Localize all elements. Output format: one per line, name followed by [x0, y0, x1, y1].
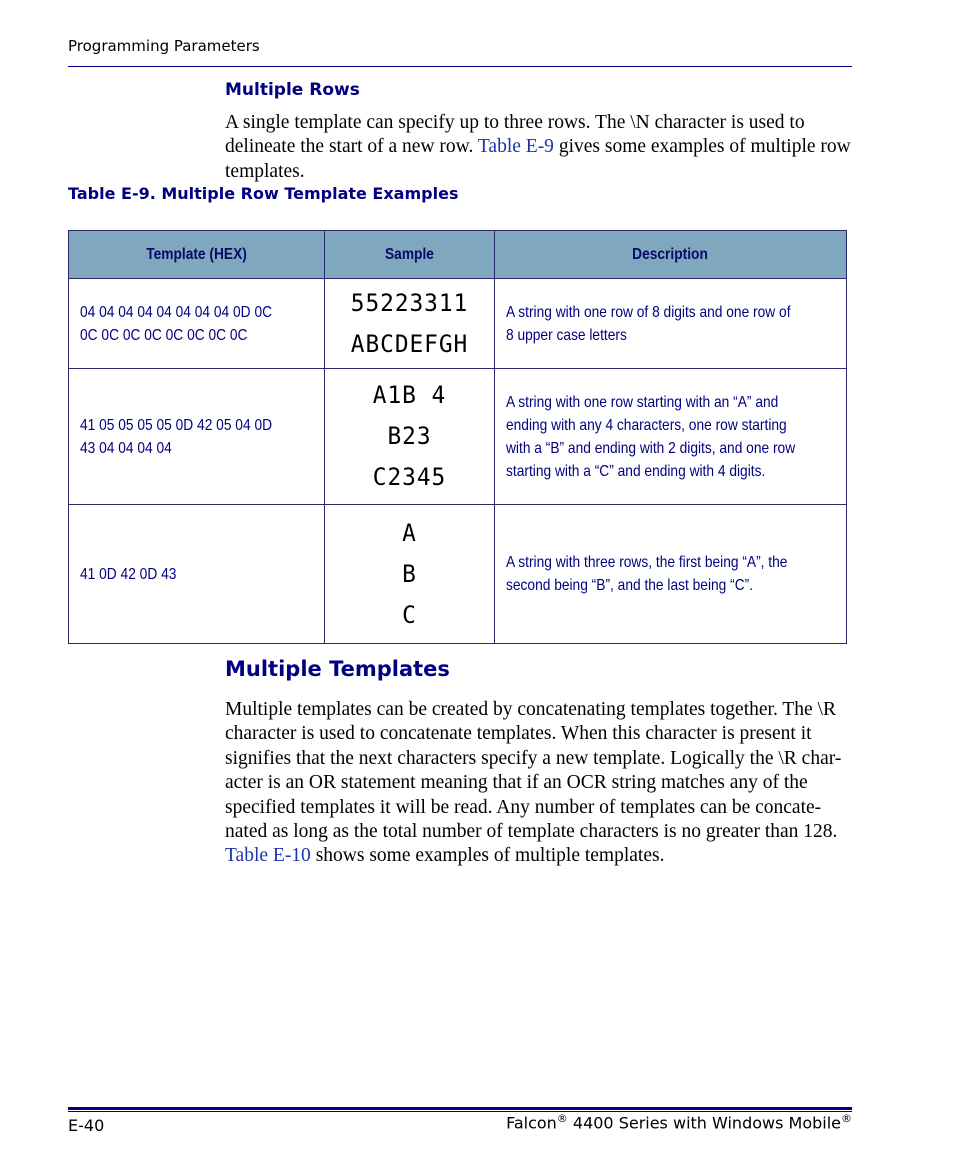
hex-line: 43 04 04 04 04: [80, 439, 172, 457]
paragraph-text: A single template can specify up to three rows. The \N character is used to delineate the start of a new row.: [225, 112, 805, 158]
heading-multiple-templates: Multiple Templates: [225, 657, 450, 681]
footer-rule: [68, 1107, 852, 1110]
description-cell: [495, 369, 847, 505]
ocr-sample-line: A1B 4: [372, 381, 447, 409]
sample-cell: [325, 279, 495, 369]
paragraph-line: character is used to concatenate templates. When this character is present it: [225, 723, 812, 745]
page-number: E-40: [68, 1116, 105, 1135]
paragraph-line: nated as long as the total number of template characters is no greater than 128.: [225, 821, 838, 843]
hex-line: 0C 0C 0C 0C 0C 0C 0C 0C: [80, 326, 248, 344]
ocr-sample-line: C: [402, 600, 417, 629]
paragraph-multiple-rows: [225, 111, 853, 184]
description-line: with a “B” and ending with 2 digits, and one row: [506, 439, 796, 457]
paragraph-line: Multiple templates can be created by concatenating templates together. The \R: [225, 699, 836, 720]
description-line: A string with one row of 8 digits and one row of: [506, 303, 791, 321]
paragraph-text: gives some examples of multiple row templates.: [225, 136, 851, 182]
column-header-description: [495, 231, 847, 279]
multiple-row-table: [68, 230, 847, 644]
description-line: ending with any 4 characters, one row starting: [506, 416, 787, 434]
hex-line: 41 05 05 05 05 0D 42 05 04 0D: [80, 416, 273, 434]
hex-line: 04 04 04 04 04 04 04 04 0D 0C: [80, 303, 273, 321]
hex-cell: [69, 505, 325, 644]
table-row: [69, 505, 847, 644]
description-cell: [495, 505, 847, 644]
header-rule: [68, 66, 852, 67]
ocr-sample-line: B: [402, 559, 417, 588]
ocr-sample-line: 55223311: [350, 288, 469, 317]
table-header-row: [69, 231, 847, 279]
running-header: Programming Parameters: [68, 37, 260, 55]
description-line: A string with three rows, the first being “A”, the: [506, 554, 788, 571]
product-rest: 4400 Series with Windows Mobile: [567, 1113, 841, 1133]
sample-cell: [325, 369, 495, 505]
hex-cell: [69, 369, 325, 505]
description-line: second being “B”, and the last being “C”.: [506, 577, 754, 594]
description-line: starting with a “C” and ending with 4 digits.: [506, 462, 766, 480]
paragraph-line: signifies that the next characters specify a new template. Logically the \R char-: [225, 747, 842, 769]
description-cell: [495, 279, 847, 369]
column-header-label: Description: [632, 245, 709, 263]
table-caption: Table E-9. Multiple Row Template Examples: [68, 184, 459, 203]
paragraph-line: acter is an OR statement meaning that if an OCR string matches any of the: [225, 772, 808, 794]
ocr-sample-line: C2345: [372, 463, 447, 491]
column-header-template: [69, 231, 325, 279]
footer-title: [506, 1112, 852, 1132]
description-line: A string with one row starting with an “A” and: [506, 393, 779, 411]
paragraph-line: specified templates it will be read. Any number of templates can be concate-: [225, 796, 822, 818]
paragraph-line: shows some examples of multiple templates.: [310, 845, 665, 867]
registered-mark: ®: [556, 1112, 568, 1125]
hex-cell: [69, 279, 325, 369]
column-header-label: Template (HEX): [146, 245, 247, 263]
ocr-sample-line: A: [402, 518, 417, 547]
sample-cell: [325, 505, 495, 644]
ocr-sample-line: ABCDEFGH: [350, 329, 469, 358]
paragraph-multiple-templates: [225, 698, 853, 869]
table-e9-link[interactable]: Table E-9: [477, 136, 554, 158]
description-line: 8 upper case letters: [506, 326, 627, 344]
heading-multiple-rows: Multiple Rows: [225, 80, 360, 100]
column-header-sample: [325, 231, 495, 279]
column-header-label: Sample: [385, 245, 434, 263]
table-e10-link[interactable]: Table E-10: [225, 845, 311, 867]
hex-line: 41 0D 42 0D 43: [80, 565, 177, 583]
table-row: [69, 369, 847, 505]
ocr-sample-line: B23: [387, 422, 432, 450]
product-name: Falcon: [506, 1113, 557, 1133]
table-row: [69, 279, 847, 369]
registered-mark: ®: [841, 1112, 852, 1125]
